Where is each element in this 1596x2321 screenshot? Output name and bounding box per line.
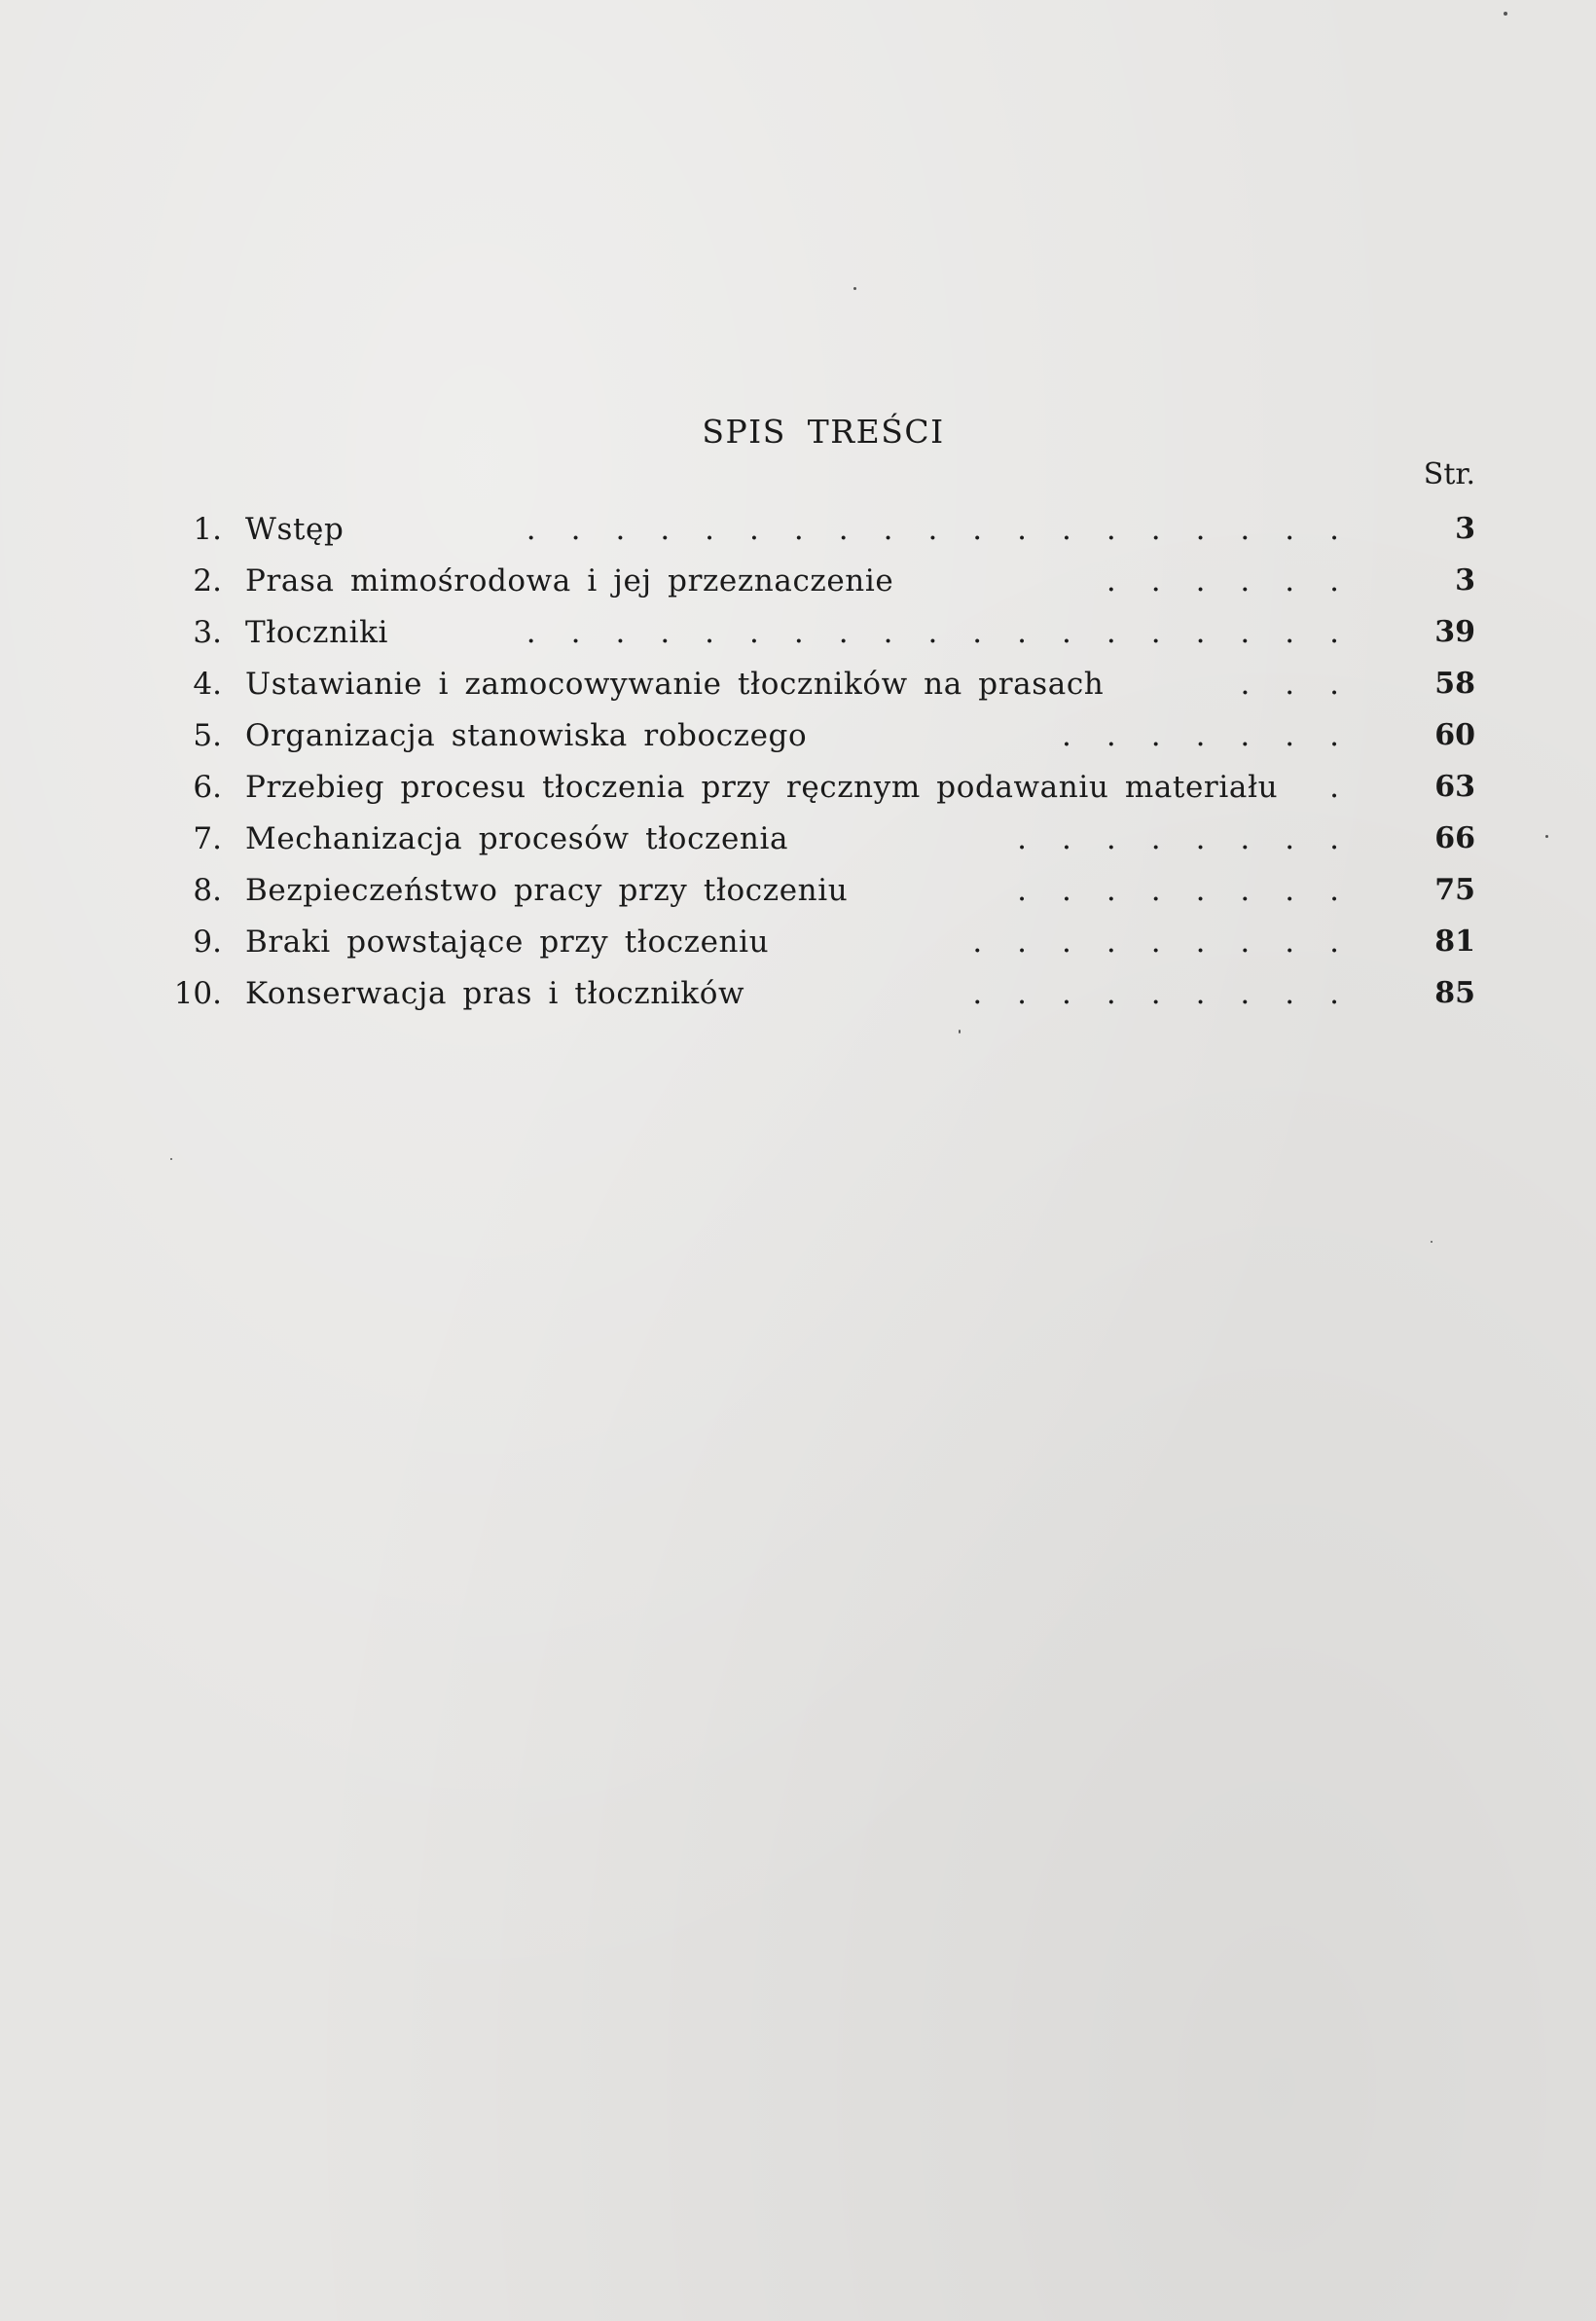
- toc-leader-dots: ........: [1017, 873, 1374, 908]
- toc-page-number: 60: [1434, 718, 1475, 752]
- toc-number: 8.: [193, 873, 222, 908]
- toc-number: 2.: [193, 563, 222, 598]
- toc-entry: [245, 504, 1374, 555]
- toc-row: [0, 607, 1596, 658]
- paper-speck: [1431, 1241, 1433, 1243]
- toc-row: [0, 762, 1596, 813]
- toc-page-number: 58: [1434, 667, 1475, 701]
- toc-title: Tłoczniki: [245, 615, 389, 650]
- toc-row: [0, 556, 1596, 606]
- toc-number: 6.: [193, 770, 222, 805]
- paper-speck: [959, 1030, 961, 1034]
- toc-title: Prasa mimośrodowa i jej przeznaczenie: [245, 563, 894, 598]
- toc-number: 10.: [173, 976, 222, 1011]
- toc-number: 4.: [193, 667, 222, 702]
- toc-title: Organizacja stanowiska roboczego: [245, 718, 808, 753]
- toc-entry: [245, 762, 1374, 813]
- toc-page-number: 63: [1434, 770, 1475, 804]
- toc-title: Braki powstające przy tłoczeniu: [245, 925, 770, 960]
- toc-leader-dots: ...: [1240, 667, 1374, 702]
- toc-title: Mechanizacja procesów tłoczenia: [245, 821, 789, 856]
- toc-page-number: 39: [1434, 615, 1475, 649]
- toc-leader-dots: ......: [1106, 563, 1374, 598]
- paper-speck: [853, 287, 856, 290]
- toc-leader-dots: .......: [1062, 718, 1374, 753]
- toc-row: [0, 659, 1596, 709]
- toc-page-number: 3: [1455, 512, 1475, 546]
- toc-entry: [245, 865, 1374, 916]
- toc-number: 3.: [193, 615, 222, 650]
- toc-entry: [245, 659, 1374, 709]
- toc-number: 9.: [193, 925, 222, 960]
- toc-title: Ustawianie i zamocowywanie tłoczników na prasach: [245, 667, 1105, 702]
- toc-row: [0, 710, 1596, 761]
- toc-page-number: 3: [1455, 563, 1475, 598]
- toc-row: [0, 968, 1596, 1019]
- paper-speck: [1504, 12, 1507, 16]
- toc-title: Przebieg procesu tłoczenia przy ręcznym podawaniu materiału: [245, 770, 1279, 805]
- toc-leader-dots: .........: [972, 925, 1374, 960]
- toc-row: [0, 865, 1596, 916]
- toc-entry: [245, 814, 1374, 864]
- page-title: SPIS TREŚCI: [702, 413, 945, 451]
- toc-page-number: 66: [1434, 821, 1475, 855]
- toc-page-number: 81: [1434, 925, 1475, 959]
- toc-page-number: 85: [1434, 976, 1475, 1010]
- toc-leader-dots: ...................: [526, 512, 1374, 547]
- toc-row: [0, 814, 1596, 864]
- toc-entry: [245, 607, 1374, 658]
- toc-title: Wstęp: [245, 512, 345, 547]
- toc-leader-dots: .........: [972, 976, 1374, 1011]
- toc-row: [0, 917, 1596, 967]
- toc-leader-dots: .: [1329, 770, 1374, 805]
- toc-leader-dots: ........: [1017, 821, 1374, 856]
- paper-speck: [170, 1158, 172, 1160]
- toc-number: 5.: [193, 718, 222, 753]
- toc-title: Konserwacja pras i tłoczników: [245, 976, 745, 1011]
- toc-entry: [245, 917, 1374, 967]
- paper-speck: [1545, 835, 1548, 838]
- toc-title: Bezpieczeństwo pracy przy tłoczeniu: [245, 873, 849, 908]
- toc-entry: [245, 710, 1374, 761]
- toc-entry: [245, 556, 1374, 606]
- toc-number: 1.: [193, 512, 222, 547]
- toc-leader-dots: ...................: [526, 615, 1374, 650]
- toc-page-number: 75: [1434, 873, 1475, 907]
- toc-row: [0, 504, 1596, 555]
- page-column-label: Str.: [1423, 457, 1475, 491]
- toc-entry: [245, 968, 1374, 1019]
- toc-number: 7.: [193, 821, 222, 856]
